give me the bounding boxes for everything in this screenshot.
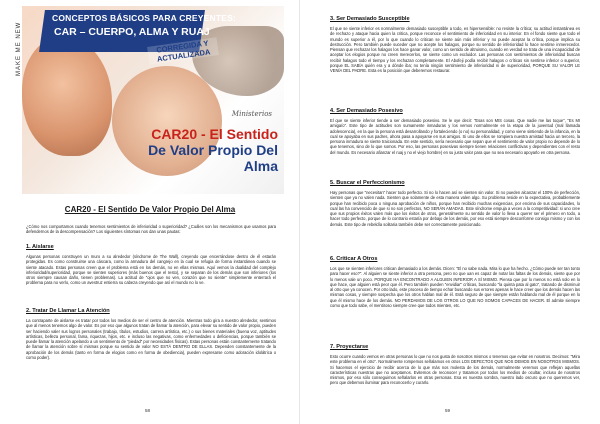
section-text: Los que se sienten inferiores critican demasiado a los demás. Dicen: "El no sabe nada. Mira lo que ha hecho. ¿Cómo puede ser tan tonto para hacer eso?". Al alguien se siente inferior a otra persona, pero no que uan es capaz de notar las faltas de los demás, siente que por lo menos vale un poco. PORQUE HA ENCONTRADO A ALGUIEN INFERIOR A SÍ MISMO. Piensa que por lo menos no está solo en lo que hace, que alguien está peor que él. Pero también pueden "envidiar" críticas, buscando "la quinta pata al gato", tratando de disminuir al otro que ya conocen. Por otro lado, este proceso de tiempo echar buscando sus errores apenas le hace creer que los demás hacen las mismas cosas, y siempre sospecha que los otros hablan mal de él. Está seguro de que siempre están hablando mal de él porque en lo que él mismo hace de los demás. NO PERDAMOS DE LOS OTROS LO QUE NO SOMOS CAPACES DE HACER. El admite siempre como que todo sabe, el mentiroso siempre cree que todos mienten, etc. (330, 266, 580, 309)
cover-title-line2: CAR – CUERPO, ALMA Y RUAJ (54, 26, 210, 38)
section-text: Hay personas que "necesitan" hacer todo perfecto. Si no lo hacen así se sienten sin valor. Si no pueden alcanzar el 100% de perfección, sienten que ya no valen nada. Sienten que solamente de esta manera valen algo. Su problema reside en la expectativa, probablemente porque han recibido poca o ninguna aprobación de niños, porque han recibido muchas exigencias, por encima de sus capacidades, lo cual las ha convencido de que si no son perfectos, NO SERÁN AMADAS. Este síndrome empuja a veces a la competitividad: si uno cree que sus propios éxitos valen más que los éxitos de otros, generalmente su sentido de valor lo lleva a querer ser el primero en todo, a hacer todo perfecto, porque de lo contrario estaría por debajo de los demás, por eso está siempre desconforme consigo mismo y con los demás. Este tipo de rebeldía solitaria también debe ser correctamente posicionado. (330, 190, 580, 227)
section-text: La contraparte de aislarse es tratar por todos los medios de ser el centro de atención. Mientras todo gira a nuestro alrededor, sentimos que al menos tenemos algo de valor. Es por eso que algunos tratan de llamar la atención, para elevar su sentido de valor propio, pueden ser haciendo valer sus logros personales (trabajo, títulos, estudios, carrera artística, etc.) o sus bienes materiales (buena voz, aptitudes artísticas, belleza personal, fama, riquezas, hijos, etc. e incluso las negativas, como enfermedades o deficiencias, porque también se puede llamar la atención apelando a un sentimiento de "piedad" por necesidades físicas). Estas personas están constantemente tratando de llamar la atención sobre sí mismas porque su sentido de valor NO ESTÁ DENTRO DE ELLAS. Dependen constantemente de la aprobación de los demás (tanto en forma de elogios como en forma de obediencia), pueden expresarse como adoración idolátrica o como poder). (26, 318, 276, 361)
page-number: 59 (445, 408, 451, 413)
intro-paragraph: ¿Cómo nos comportamos cuando tenemos sentimientos de inferioridad o superioridad? ¿Cuáles son los mecanismos que usamos para defendernos de la descompensación? Los siguientes síntomas nos dan unas pautas: (26, 224, 276, 235)
crying-child-figure (22, 36, 112, 156)
cover-signature: Ministerios (231, 110, 272, 118)
section-text: El que se siente inferior tiende a ser demasiado posesivo. Se le oye decir: "Esas son MIS cosas. Que nadie me las toque", "Es MI amiga/o". Este tipo de actitudes son sumamente inmaduras y los vemos normalmente en la etapa de la juventud (mal llamada adolescencia), en la que la persona está desarrollando y fortaleciendo (o no) su personalidad, y como viene sintiendo de la infancia, en la cual se apoyaba en sus padres, ahora pasa a apoyarse en sus amigos. Si uno de ellos se rompiera nuestra amistad hacia un tercero, la persona inmadura se siente traicionada. En este sentido, sería necesario que sepan que el sentimiento de valor propio no depende de lo que tenemos, sino de lo que somos. Por eso, las personas posesivas siempre tienen relaciones conflictivas y dependientes con el resto del mundo. Es necesario afianzar el ruaj y no el viejo hombre) en su justo valor para que no sea necesario apoyarlo en otra persona. (330, 118, 580, 155)
chapter-title: CAR20 - El Sentido De Valor Propio Del Alma (64, 205, 236, 214)
section-heading: 2. Tratar De Llamar La Atención (26, 308, 110, 314)
section-heading: 6. Criticar A Otros (330, 256, 378, 262)
section-heading: 1. Aislarse (26, 244, 54, 250)
section-heading: 7. Proyectarse (330, 344, 369, 350)
section-text: Esto ocurre cuando vemos en otras personas lo que no nos gusta de nosotros mismos o tenemos que evitar en nosotros. Decimos: "Mira este problema en el otro". Normalmente rompemos señalamos en otros LOS DEFECTOS QUE NOS DEMOS EN NOSOTROS MISMOS. Si hacemos el ejercicio de recibir acerca de lo que más nos molesta de los demás, normalmente veremos que reflejan aquellas características nuestras que no aceptamos. Evitemos de reconocer y tratamos por todos los medios de ocultar, incluso de nosotros mismos, por eso sólo conseguimos señalarlos en otras personas. Esa es nuestra sombra, nuestro lado oscuro que no queremos ver, pero que debemos iluminar para reconocerlo y curarlo. (330, 354, 580, 386)
cover-big-title-line2: De Valor Propio Del Alma (148, 142, 278, 174)
section-heading: 5. Buscar el Perfeccionismo (330, 180, 405, 186)
page-number: 58 (145, 408, 151, 413)
section-text: El que se siente inferior es normalmente demasiado susceptible a todo, es hipersensible: no resiste la crítica; su actitud instantánea es de rechazo y ataque hacia quien la critica, porque reconoce el sentimiento de inferioridad en su interior. En el fondo siente que todo el mundo es superior a él, por lo que cuando lo critican se siente aún más inferior y no puede aceptar la crítica, porque implica su destrucción. Pero también puede suceder que no acepte los halagos, porque su sentido de inferioridad lo hace sentirse inmerecedor. Piensan que rechazar los halagos los hace ganar valor, como un sentido de altruismo, cuando en verdad se trata de una incapacidad de aceptar los elogios porque no creen merecerlos, se siente como un excluidor. Las personas con sentimientos de inferioridad buscan recibir halagos todo el tiempo y los rechazan completamente. El Abofeji podía recibir halagos o críticas sin sentirse inferior o superior, porque EL SABÍA quién era y a dónde iba; no tenía ningún sentimiento de inferioridad ni de superioridad, PORQUE SU VALOR LE VENÍA DEL PADRE. Esta es la posición que deberemos restaurar. (330, 26, 580, 74)
cover-side-text: MAKE ME NEW (16, 21, 22, 76)
cover-big-title (138, 126, 278, 174)
cover-image (16, 6, 284, 194)
right-page (300, 0, 600, 424)
section-heading: 3. Ser Demasiado Susceptible (330, 16, 410, 22)
cover-title-line1: CONCEPTOS BÁSICOS PARA CREYENTES: (52, 13, 237, 23)
section-text: Algunas personas construyen un muro a su alrededor (síndrome de The Wall), creyendo que encerrándose dentro de él estarán protegidas. Es como construirse una cáscara, como la armadura del cangrejo en la cual se refugia de forma instantánea cuando se siente atacado. Estas personas creen que el problema está en los demás, no en ellas mismas. Aquí vemos la dualidad del complejo inferioridad/superioridad, porque se sienten superiores (más buenos que el resto), y se separan de los demás que son inferiores (los otros siempre causan daño, tienen problemas). La actitud de "ojos que no ven, corazón que no siente" simplemente enterrará el problema para no verlo, como un avestruz entierra su cabeza creyendo que así el mundo no lo ve. (26, 254, 276, 286)
cover-badge: CORREGIDA Y ACTUALIZADA (147, 37, 219, 65)
cover-big-title-line1: CAR20 - El Sentido (151, 126, 278, 142)
section-heading: 4. Ser Demasiado Posesivo (330, 108, 403, 114)
